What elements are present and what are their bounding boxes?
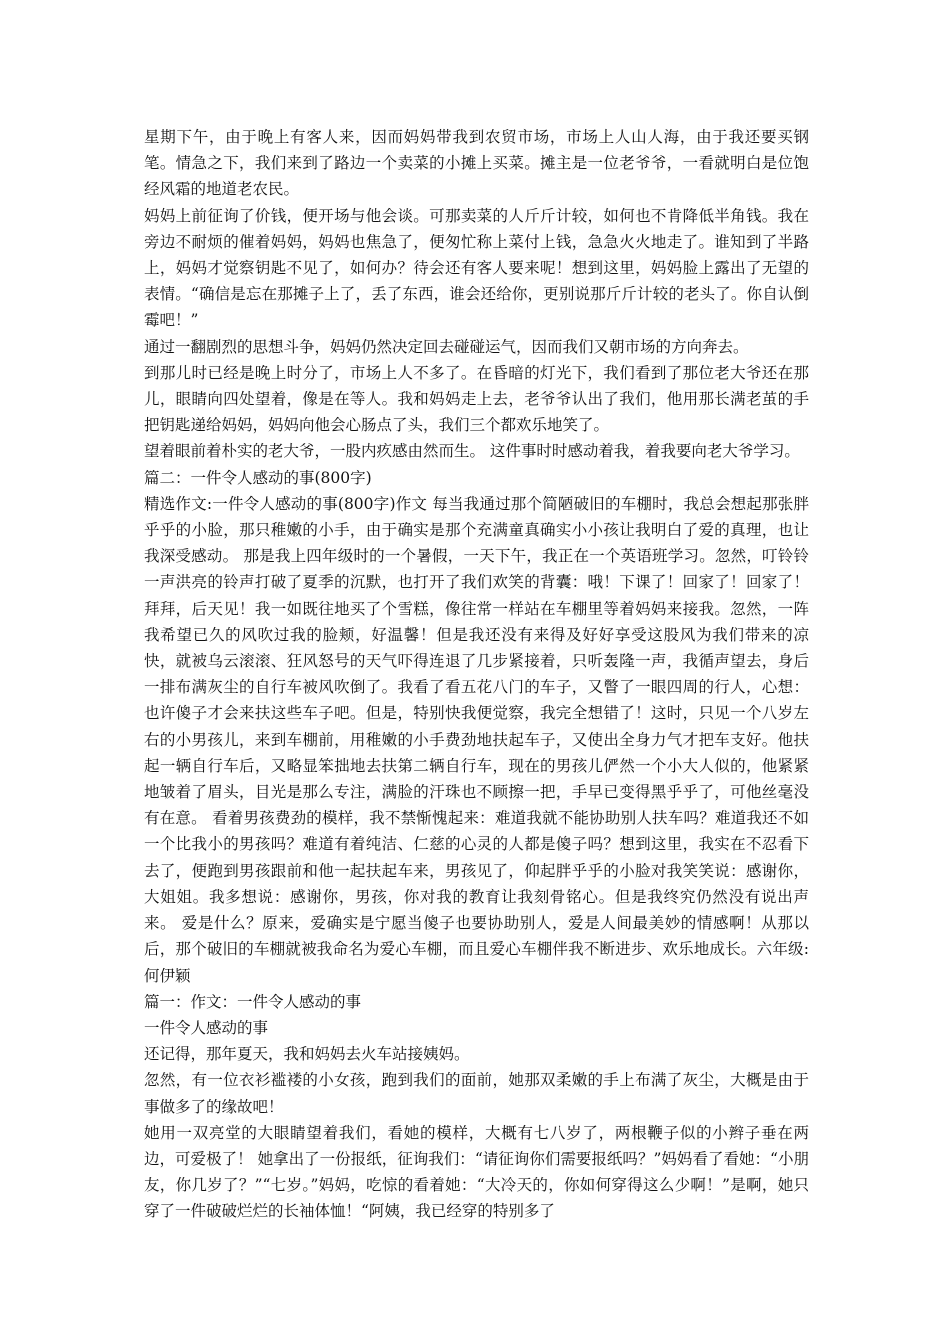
paragraph-newspaper: 她用一双亮堂的大眼睛望着我们，看她的模样，大概有七八岁了，两根鞭子似的小辫子垂在两边，可爱极了！ 她拿出了一份报纸，征询我们：“请征询你们需要报纸吗？”妈妈看了看她：“小朋友，你几岁了？”“七岁。”妈妈，吃惊的看着她：“大冷天的，你如何穿得这么少啊！”是啊，她只穿了一件破破烂烂的长袖体恤！“阿姨，我已经穿的特别多了 (144, 1123, 809, 1221)
essay-title: 一件令人感动的事 (144, 1018, 269, 1037)
document-body (144, 124, 809, 1225)
section-heading-part-one: 篇一：作文：一件令人感动的事 (144, 992, 362, 1011)
paragraph-market-intro: 星期下午，由于晚上有客人来，因而妈妈带我到农贸市场，市场上人山人海，由于我还要买钢笔。情急之下，我们来到了路边一个卖菜的小摊上买菜。摊主是一位老爷爷，一看就明白是位饱经风霜的地道老农民。 (144, 128, 809, 199)
paragraph-bike-shed-story: 精选作文:一件令人感动的事(800字)作文 每当我通过那个简陋破旧的车棚时，我总会想起那张胖乎乎的小脸，那只稚嫩的小手，由于确实是那个充满童真确实小小孩让我明白了爱的真理，也让我深受感动。 那是我上四年级时的一个暑假，一天下午，我正在一个英语班学习。忽然，叮铃铃一声洪亮的铃声打破了夏季的沉默，也打开了我们欢笑的背囊：哦！下课了！回家了！回家了！拜拜，后天见！我一如既往地买了个雪糕，像往常一样站在车棚里等着妈妈来接我。忽然，一阵我希望已久的风吹过我的脸颊，好温馨！但是我还没有来得及好好享受这股风为我们带来的凉快，就被乌云滚滚、狂风怒号的天气吓得连退了几步紧接着，只听轰隆一声，我循声望去，身后一排布满灰尘的自行车被风吹倒了。我看了看五花八门的车子，又瞥了一眼四周的行人，心想：也许傻子才会来扶这些车子吧。但是，特别快我便觉察，我完全想错了！这时，只见一个八岁左右的小男孩儿，来到车棚前，用稚嫩的小手费劲地扶起车子，又使出全身力气才把车支好。他扶起一辆自行车后，又略显笨拙地去扶第二辆自行车，现在的男孩儿俨然一个小大人似的，他紧紧地皱着了眉头，目光是那么专注，满脸的汗珠也不顾擦一把，手早已变得黑乎乎了，可他丝毫没有在意。 看着男孩费劲的模样，我不禁惭愧起来：难道我就不能协助别人扶车吗？难道我还不如一个比我小的男孩吗？难道有着纯洁、仁慈的心灵的人都是傻子吗？想到这里，我实在不忍看下去了，便跑到男孩跟前和他一起扶起车来，男孩见了，仰起胖乎乎的小脸对我笑笑说：感谢你，大姐姐。我多想说：感谢你，男孩，你对我的教育让我刻骨铭心。但是我终究仍然没有说出声来。 爱是什么？原来，爱确实是宁愿当傻子也要协助别人，爱是人间最美妙的情感啊！从那以后，那个破旧的车棚就被我命名为爱心车棚，而且爱心车棚伴我不断进步、欢乐地成长。六年级:何伊颖 (144, 494, 809, 985)
paragraph-train-station: 还记得，那年夏天，我和妈妈去火车站接姨妈。 (144, 1045, 470, 1064)
paragraph-lost-keys: 妈妈上前征询了价钱，便开场与他会谈。可那卖菜的人斤斤计较，如何也不肯降低半角钱。我在旁边不耐烦的催着妈妈，妈妈也焦急了，便匆忙称上菜付上钱，急急火火地走了。谁知到了半路上，妈妈才觉察钥匙不见了，如何办？待会还有客人要来呢！想到这里，妈妈脸上露出了无望的表情。“确信是忘在那摊子上了，丢了东西，谁会还给你，更别说那斤斤计较的老头了。你自认倒霉吧！” (144, 206, 809, 330)
section-heading-part-two: 篇二：一件令人感动的事(800字) (144, 468, 372, 487)
paragraph-little-girl: 忽然，有一位衣衫褴褛的小女孩，跑到我们的面前，她那双柔嫩的手上布满了灰尘，大概是由于事做多了的缘故吧！ (144, 1071, 809, 1116)
paragraph-decision: 通过一翻剧烈的思想斗争，妈妈仍然决定回去碰碰运气，因而我们又朝市场的方向奔去。 (144, 337, 749, 356)
paragraph-return: 到那儿时已经是晚上时分了，市场上人不多了。在昏暗的灯光下，我们看到了那位老大爷还在那儿，眼睛向四处望着，像是在等人。我和妈妈走上去，老爷爷认出了我们，他用那长满老茧的手把钥匙递给妈妈，妈妈向他会心肠点了头，我们三个都欢乐地笑了。 (144, 363, 809, 435)
paragraph-reflection: 望着眼前着朴实的老大爷，一股内疚感由然而生。 这件事时时感动着我，着我要向老大爷学习。 (144, 442, 800, 461)
